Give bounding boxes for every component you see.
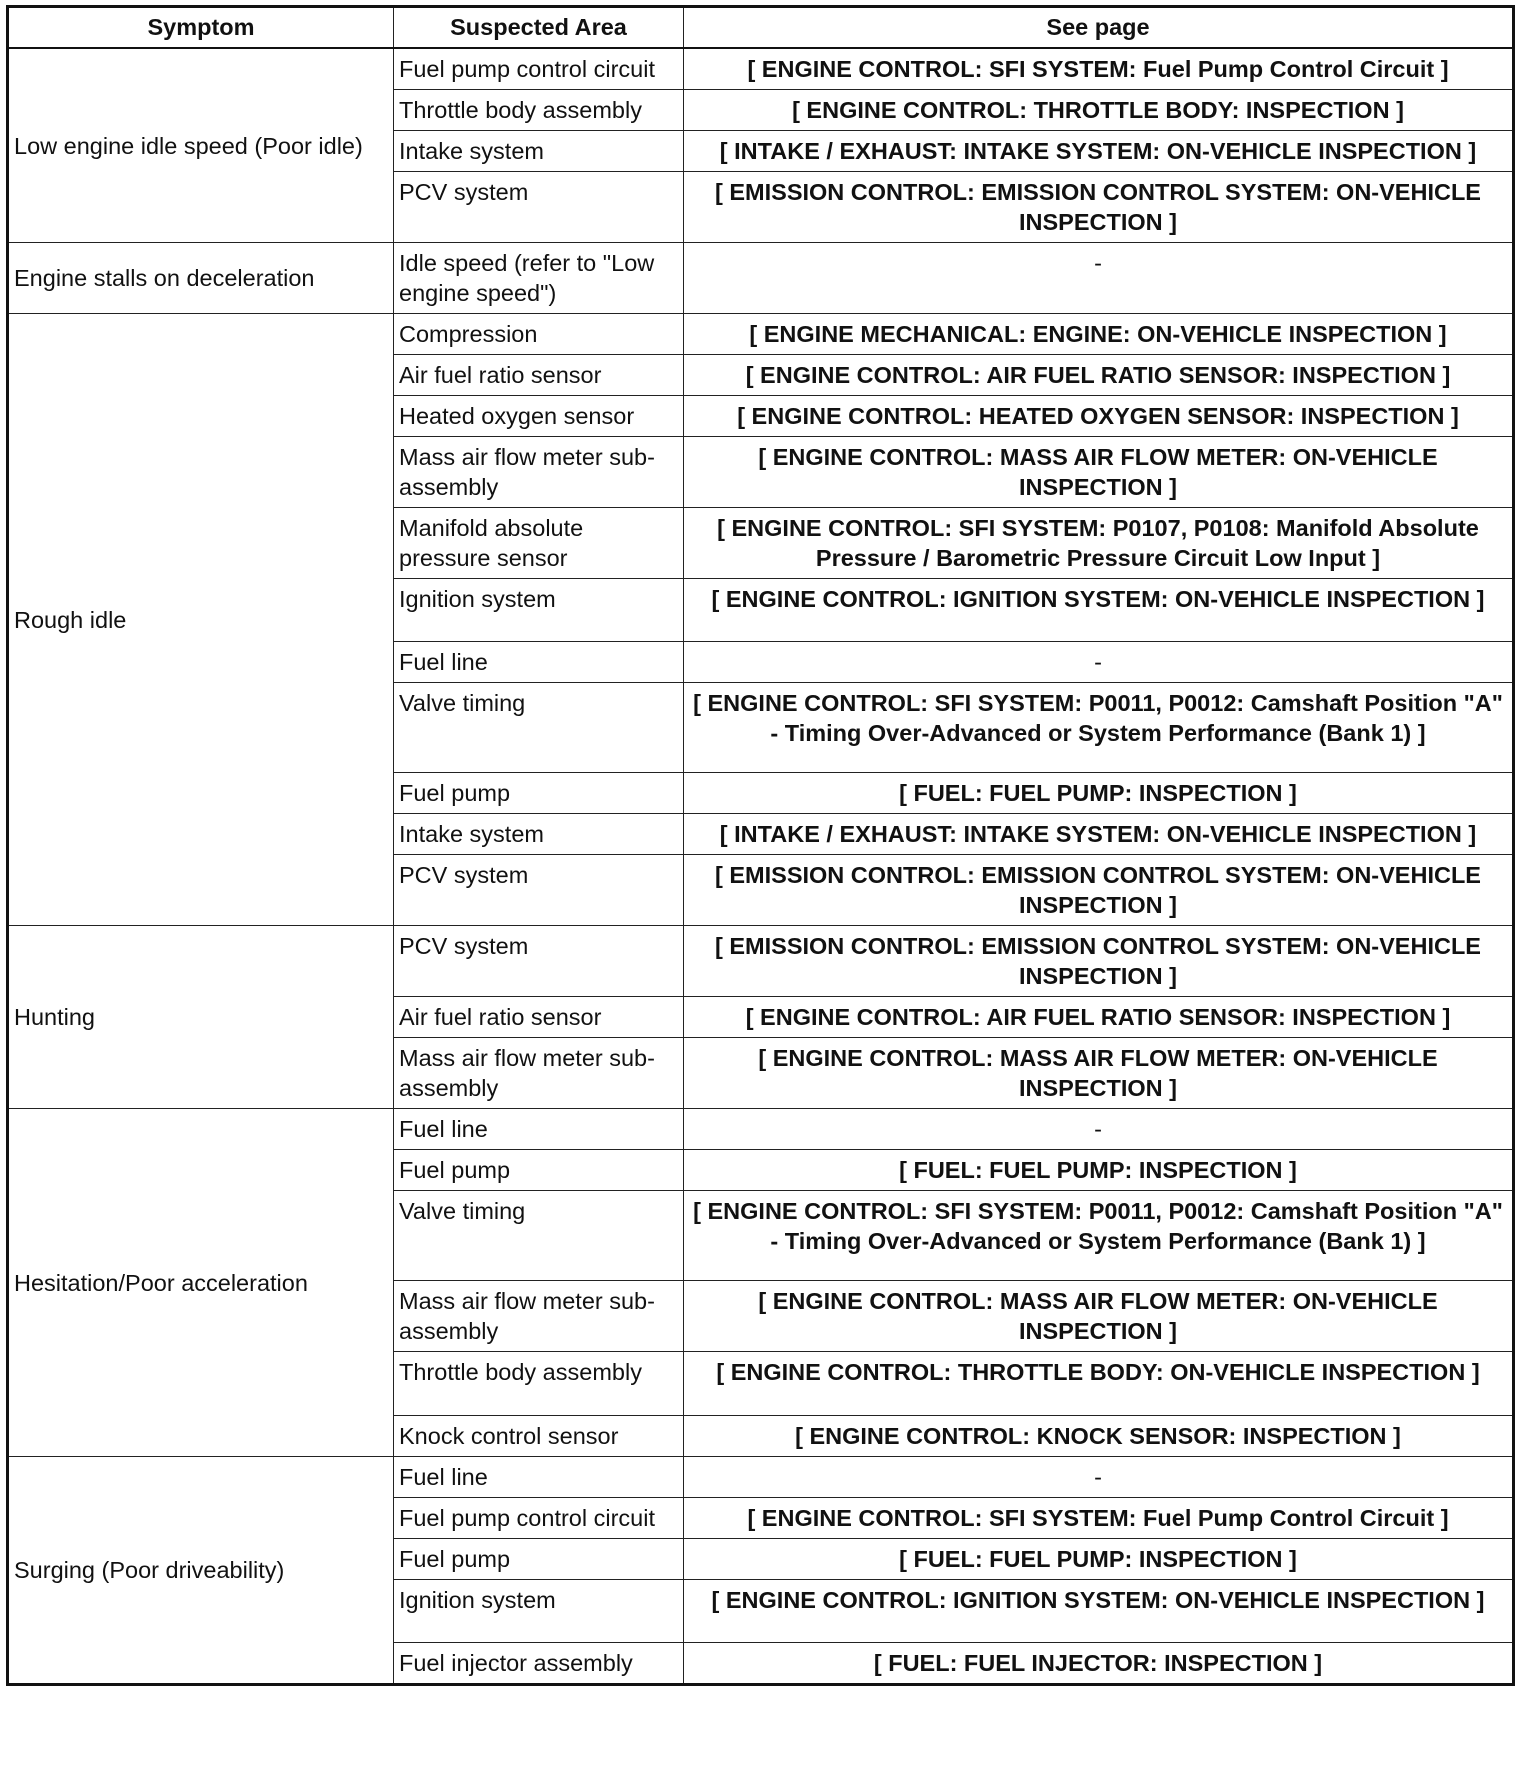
see-page-cell: -	[684, 1457, 1514, 1498]
suspected-area-cell: Fuel injector assembly	[394, 1643, 684, 1685]
suspected-area-cell: Throttle body assembly	[394, 1352, 684, 1416]
see-page-cell: [ ENGINE CONTROL: SFI SYSTEM: P0011, P0012: Camshaft Position "A" - Timing Over-Advanced or System Performance (Bank 1) ]	[684, 683, 1514, 773]
suspected-area-cell: Valve timing	[394, 1191, 684, 1281]
see-page-cell: [ ENGINE CONTROL: MASS AIR FLOW METER: ON-VEHICLE INSPECTION ]	[684, 1038, 1514, 1109]
suspected-area-cell: PCV system	[394, 855, 684, 926]
suspected-area-cell: Fuel pump	[394, 1150, 684, 1191]
suspected-area-cell: Fuel line	[394, 1457, 684, 1498]
see-page-cell: [ FUEL: FUEL PUMP: INSPECTION ]	[684, 773, 1514, 814]
table-row	[8, 48, 1514, 90]
suspected-area-cell: Air fuel ratio sensor	[394, 997, 684, 1038]
see-page-cell: [ ENGINE CONTROL: HEATED OXYGEN SENSOR: INSPECTION ]	[684, 396, 1514, 437]
table-header	[8, 7, 1514, 49]
suspected-area-cell: Throttle body assembly	[394, 90, 684, 131]
see-page-cell: [ ENGINE CONTROL: AIR FUEL RATIO SENSOR: INSPECTION ]	[684, 355, 1514, 396]
symptom-cell: Hunting	[8, 926, 394, 1109]
suspected-area-cell: Fuel pump	[394, 773, 684, 814]
symptom-cell: Rough idle	[8, 314, 394, 926]
see-page-cell: [ ENGINE CONTROL: SFI SYSTEM: P0107, P0108: Manifold Absolute Pressure / Barometric Pressure Circuit Low Input ]	[684, 508, 1514, 579]
see-page-cell: [ ENGINE CONTROL: THROTTLE BODY: ON-VEHICLE INSPECTION ]	[684, 1352, 1514, 1416]
suspected-area-cell: Ignition system	[394, 579, 684, 642]
see-page-cell: [ INTAKE / EXHAUST: INTAKE SYSTEM: ON-VEHICLE INSPECTION ]	[684, 131, 1514, 172]
see-page-cell: [ ENGINE MECHANICAL: ENGINE: ON-VEHICLE INSPECTION ]	[684, 314, 1514, 355]
symptom-cell: Surging (Poor driveability)	[8, 1457, 394, 1685]
see-page-cell: [ ENGINE CONTROL: THROTTLE BODY: INSPECTION ]	[684, 90, 1514, 131]
table-body	[8, 48, 1514, 1685]
suspected-area-cell: Ignition system	[394, 1580, 684, 1643]
suspected-area-cell: Fuel pump control circuit	[394, 1498, 684, 1539]
symptom-cell: Engine stalls on deceleration	[8, 243, 394, 314]
suspected-area-cell: Valve timing	[394, 683, 684, 773]
suspected-area-cell: Fuel line	[394, 1109, 684, 1150]
see-page-cell: [ FUEL: FUEL INJECTOR: INSPECTION ]	[684, 1643, 1514, 1685]
see-page-cell: -	[684, 1109, 1514, 1150]
see-page-cell: -	[684, 642, 1514, 683]
see-page-cell: [ FUEL: FUEL PUMP: INSPECTION ]	[684, 1150, 1514, 1191]
suspected-area-cell: Compression	[394, 314, 684, 355]
suspected-area-cell: PCV system	[394, 172, 684, 243]
see-page-cell: [ INTAKE / EXHAUST: INTAKE SYSTEM: ON-VEHICLE INSPECTION ]	[684, 814, 1514, 855]
see-page-cell: [ EMISSION CONTROL: EMISSION CONTROL SYSTEM: ON-VEHICLE INSPECTION ]	[684, 172, 1514, 243]
header-row	[8, 7, 1514, 49]
see-page-cell: [ ENGINE CONTROL: SFI SYSTEM: Fuel Pump Control Circuit ]	[684, 48, 1514, 90]
suspected-area-cell: Manifold absolute pressure sensor	[394, 508, 684, 579]
see-page-cell: [ EMISSION CONTROL: EMISSION CONTROL SYSTEM: ON-VEHICLE INSPECTION ]	[684, 855, 1514, 926]
troubleshooting-table	[6, 5, 1515, 1686]
table-row	[8, 926, 1514, 997]
suspected-area-cell: Intake system	[394, 131, 684, 172]
suspected-area-cell: Intake system	[394, 814, 684, 855]
symptom-cell: Hesitation/Poor acceleration	[8, 1109, 394, 1457]
table-row	[8, 243, 1514, 314]
suspected-area-cell: Fuel pump	[394, 1539, 684, 1580]
see-page-cell: [ FUEL: FUEL PUMP: INSPECTION ]	[684, 1539, 1514, 1580]
see-page-cell: [ ENGINE CONTROL: SFI SYSTEM: P0011, P0012: Camshaft Position "A" - Timing Over-Advanced or System Performance (Bank 1) ]	[684, 1191, 1514, 1281]
suspected-area-cell: Heated oxygen sensor	[394, 396, 684, 437]
table-row	[8, 1457, 1514, 1498]
suspected-area-cell: Mass air flow meter sub-assembly	[394, 1038, 684, 1109]
see-page-cell: [ ENGINE CONTROL: IGNITION SYSTEM: ON-VEHICLE INSPECTION ]	[684, 579, 1514, 642]
suspected-area-cell: Knock control sensor	[394, 1416, 684, 1457]
see-page-cell: [ EMISSION CONTROL: EMISSION CONTROL SYSTEM: ON-VEHICLE INSPECTION ]	[684, 926, 1514, 997]
see-page-cell: [ ENGINE CONTROL: MASS AIR FLOW METER: ON-VEHICLE INSPECTION ]	[684, 437, 1514, 508]
suspected-area-cell: Idle speed (refer to "Low engine speed")	[394, 243, 684, 314]
see-page-cell: -	[684, 243, 1514, 314]
see-page-cell: [ ENGINE CONTROL: IGNITION SYSTEM: ON-VEHICLE INSPECTION ]	[684, 1580, 1514, 1643]
see-page-cell: [ ENGINE CONTROL: KNOCK SENSOR: INSPECTION ]	[684, 1416, 1514, 1457]
suspected-area-cell: Air fuel ratio sensor	[394, 355, 684, 396]
see-page-cell: [ ENGINE CONTROL: AIR FUEL RATIO SENSOR: INSPECTION ]	[684, 997, 1514, 1038]
suspected-area-cell: Mass air flow meter sub-assembly	[394, 437, 684, 508]
suspected-area-cell: Fuel line	[394, 642, 684, 683]
see-page-cell: [ ENGINE CONTROL: SFI SYSTEM: Fuel Pump Control Circuit ]	[684, 1498, 1514, 1539]
suspected-area-cell: PCV system	[394, 926, 684, 997]
table-row	[8, 1109, 1514, 1150]
suspected-area-cell: Mass air flow meter sub-assembly	[394, 1281, 684, 1352]
troubleshooting-table-container	[6, 5, 1512, 1777]
header-suspected-area: Suspected Area	[394, 7, 684, 49]
symptom-cell: Low engine idle speed (Poor idle)	[8, 48, 394, 243]
see-page-cell: [ ENGINE CONTROL: MASS AIR FLOW METER: ON-VEHICLE INSPECTION ]	[684, 1281, 1514, 1352]
header-see-page: See page	[684, 7, 1514, 49]
table-row	[8, 314, 1514, 355]
header-symptom: Symptom	[8, 7, 394, 49]
suspected-area-cell: Fuel pump control circuit	[394, 48, 684, 90]
